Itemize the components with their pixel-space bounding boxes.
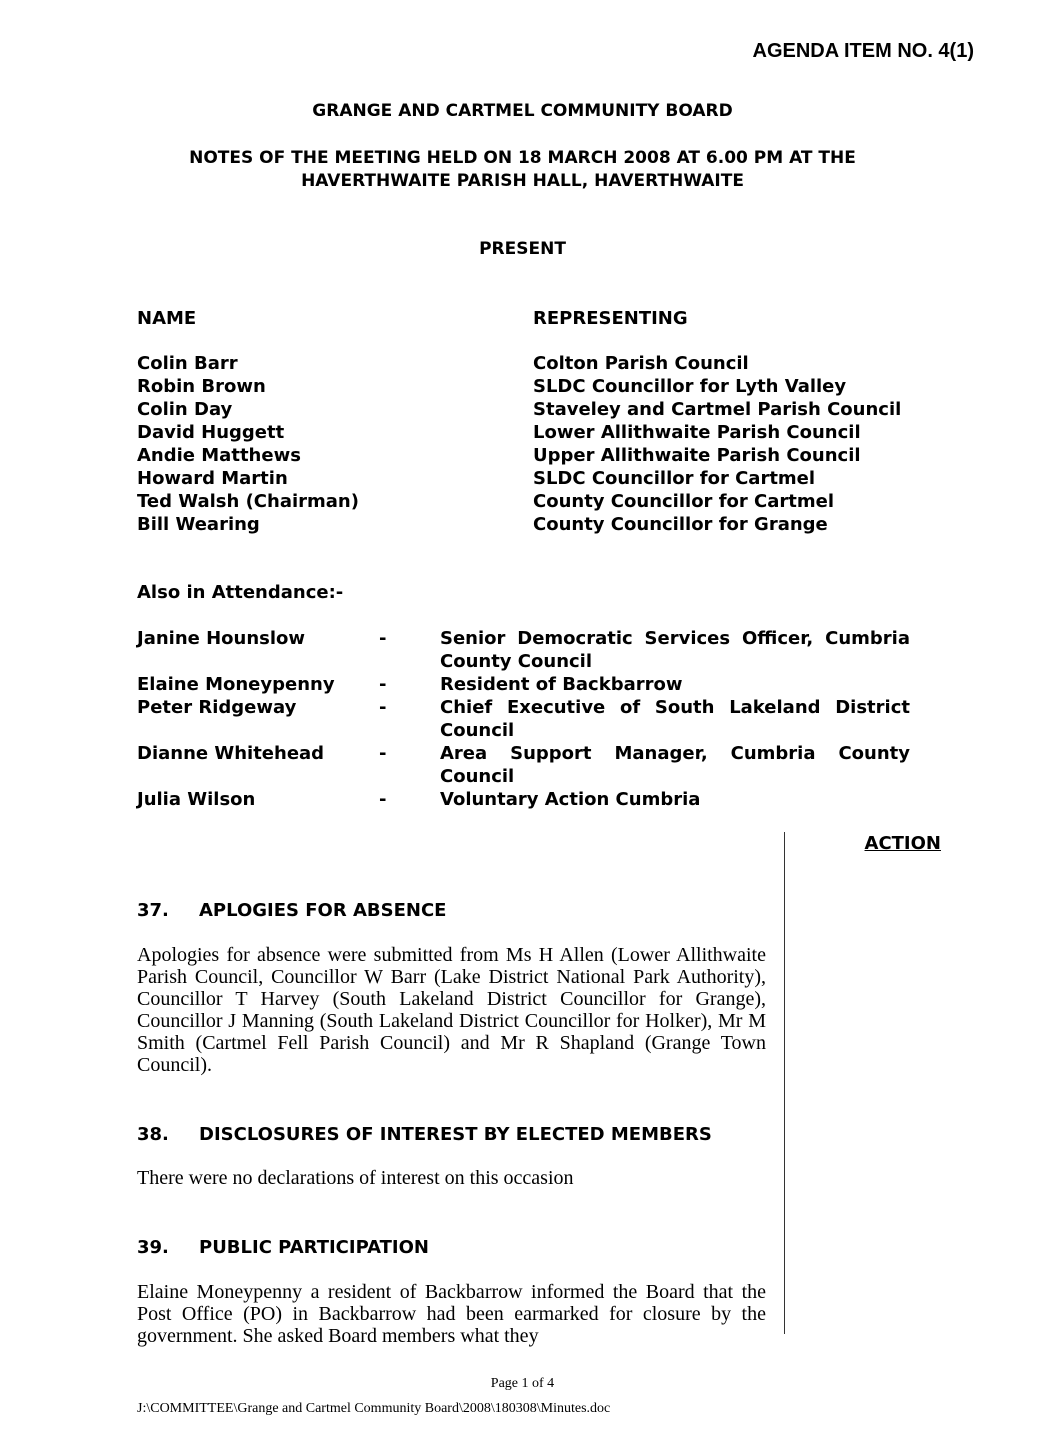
attendee-role: Chief Executive of South Lakeland District Council [440,697,910,741]
member-name: Bill Wearing [137,514,260,535]
item-number: 38. [137,1124,169,1145]
member-name: Colin Day [137,399,233,420]
item-38-heading [137,1124,712,1145]
meeting-notes-line-2: HAVERTHWAITE PARISH HALL, HAVERTHWAITE [301,171,744,191]
member-representing: County Councillor for Cartmel [533,491,835,512]
member-representing: County Councillor for Grange [533,514,828,535]
action-column-divider [784,832,785,1334]
item-39-heading [137,1237,429,1258]
item-title: DISCLOSURES OF INTEREST BY ELECTED MEMBERS [199,1124,712,1145]
attendee-role: Resident of Backbarrow [440,674,683,695]
item-38-body: There were no declarations of interest on this occasion [137,1167,574,1189]
item-37-heading [137,900,446,921]
file-path: J:\COMMITTEE\Grange and Cartmel Community Board\2008\180308\Minutes.doc [137,1401,611,1416]
attendee-name: Elaine Moneypenny [137,674,335,695]
item-39-body-clip [137,1280,766,1347]
agenda-item-number: AGENDA ITEM NO. 4(1) [752,40,974,62]
item-number: 39. [137,1237,169,1258]
attendee-role: Senior Democratic Services Officer, Cumbria County Council [440,628,910,672]
name-column-header: NAME [137,308,197,329]
attendee-name: Peter Ridgeway [137,697,297,718]
attendee-dash: - [379,697,387,718]
member-name: Howard Martin [137,468,288,489]
attendee-dash: - [379,628,387,649]
member-representing: Staveley and Cartmel Parish Council [533,399,902,420]
item-37-body: Apologies for absence were submitted from Ms H Allen (Lower Allithwaite Parish Council, Councillor W Barr (Lake District National Park Authority), Councillor T Harvey (South Lakeland District Councillor for Grange), Councillor J Manning (South Lakeland District Councillor for Holker), Mr M Smith (Cartmel Fell Parish Council) and Mr R Shapland (Grange Town Council). [137,944,766,1076]
item-number: 37. [137,900,169,921]
member-name: Ted Walsh (Chairman) [137,491,359,512]
member-name: David Huggett [137,422,285,443]
attendee-role: Area Support Manager, Cumbria County Council [440,743,910,787]
meeting-notes-line-1: NOTES OF THE MEETING HELD ON 18 MARCH 2008 AT 6.00 PM AT THE [189,148,856,168]
member-representing: Colton Parish Council [533,353,749,374]
attendee-dash: - [379,674,387,695]
member-name: Andie Matthews [137,445,301,466]
item-title: PUBLIC PARTICIPATION [199,1237,429,1258]
attendee-role: Voluntary Action Cumbria [440,789,701,810]
attendee-dash: - [379,789,387,810]
attendee-name: Dianne Whitehead [137,743,325,764]
present-heading: PRESENT [479,239,566,259]
attendee-dash: - [379,743,387,764]
also-in-attendance-heading: Also in Attendance:- [137,582,344,603]
member-name: Colin Barr [137,353,238,374]
member-name: Robin Brown [137,376,266,397]
representing-column-header: REPRESENTING [533,308,688,329]
item-39-body: Elaine Moneypenny a resident of Backbarrow informed the Board that the Post Office (PO) in Backbarrow had been earmarked for closure by the government. She asked Board members what they [137,1281,766,1347]
page-number: Page 1 of 4 [490,1376,555,1391]
member-representing: SLDC Councillor for Cartmel [533,468,816,489]
item-title: APLOGIES FOR ABSENCE [199,900,447,921]
member-representing: SLDC Councillor for Lyth Valley [533,376,847,397]
attendee-name: Julia Wilson [137,789,256,810]
board-title: GRANGE AND CARTMEL COMMUNITY BOARD [312,101,733,121]
member-representing: Lower Allithwaite Parish Council [533,422,861,443]
member-representing: Upper Allithwaite Parish Council [533,445,861,466]
action-column-heading: ACTION [864,833,941,854]
attendee-name: Janine Hounslow [137,628,306,649]
